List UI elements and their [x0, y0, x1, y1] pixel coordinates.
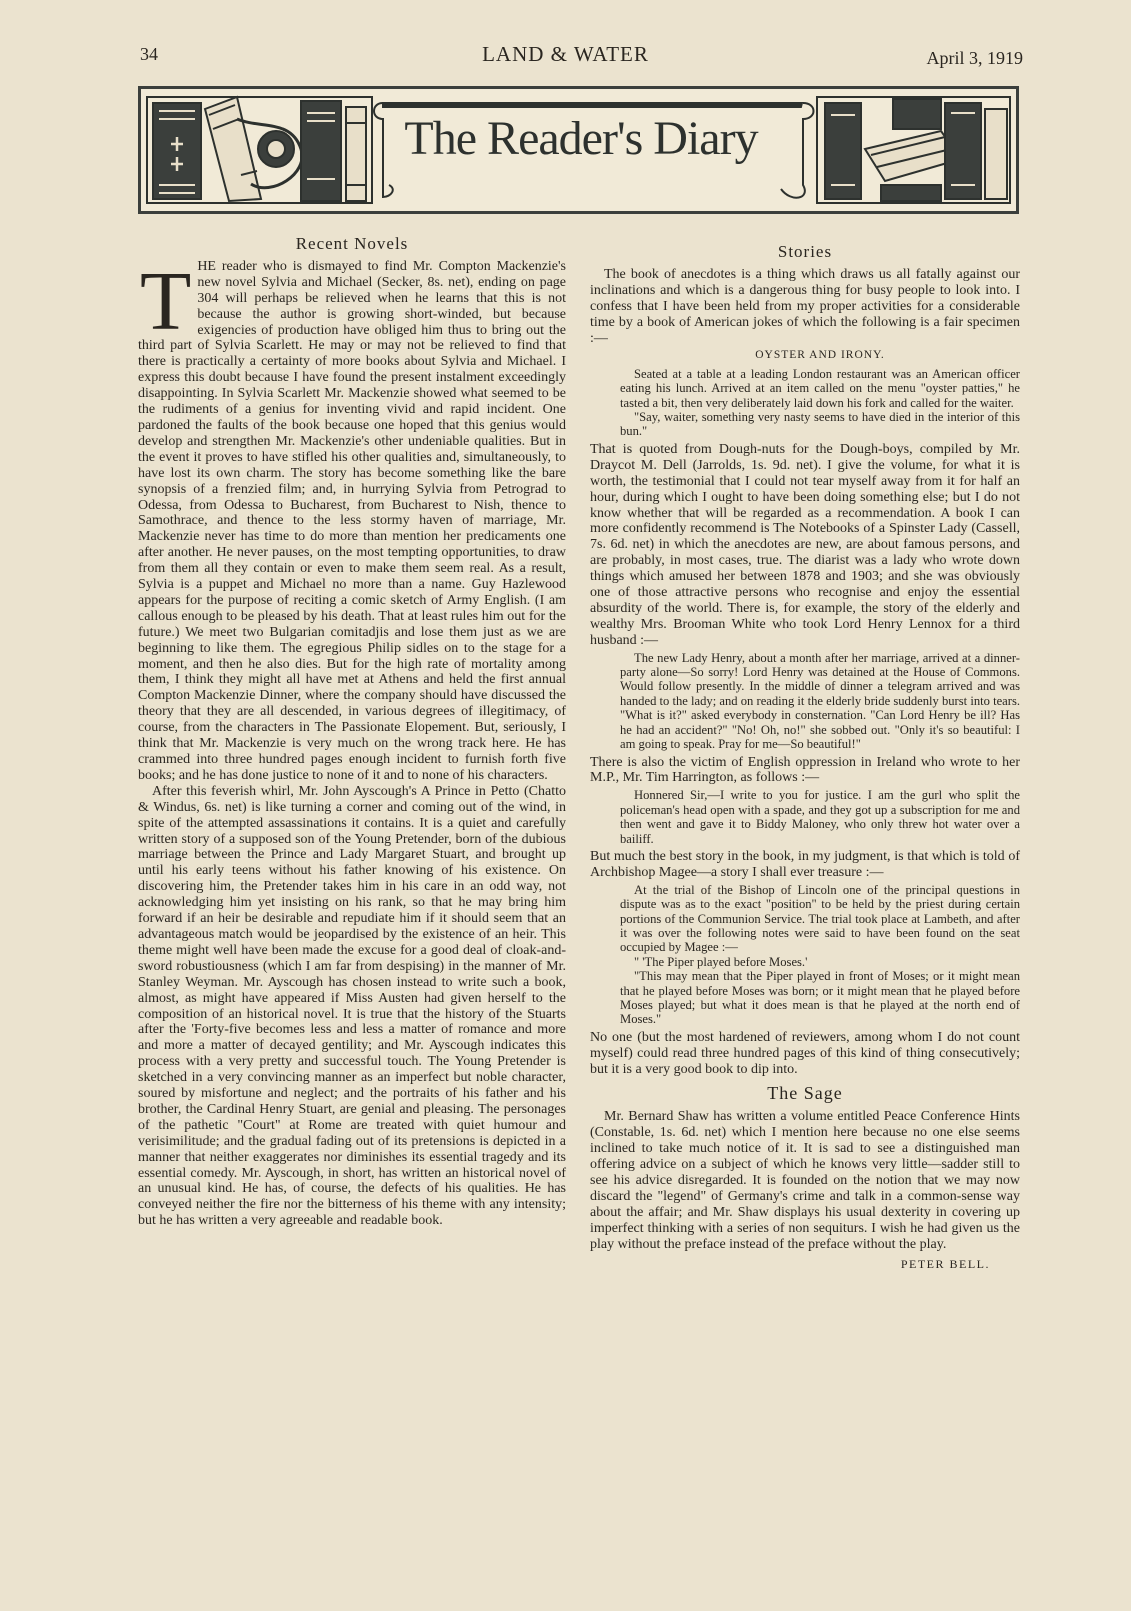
paragraph-bernard-shaw: Mr. Bernard Shaw has written a volume entitled Peace Conference Hints (Constable, 1s. 6d. net) which I mention here because no one else seems inclined to take much notice of it. It is sad to see a distinguished man offering advice on a subject of which he knows very little—sadder still to see his advice disregarded. It is founded on the notion that we may now discard the "legend" of Germany's crime and talk in a common-sense way about the affair; and Mr. Shaw displays his usual dexterity in covering up imperfect thinking with a series of non sequiturs. I wish he had given us the play without the preface instead of the preface without the play. [590, 1109, 1020, 1252]
books-left-icon [147, 97, 372, 203]
quote-oyster-and-irony [590, 348, 1020, 438]
paragraph-sylvia-and-michael [138, 254, 566, 784]
section-heading-stories: Stories [777, 242, 833, 261]
quote-text: "Say, waiter, something very nasty seems to have died in the interior of this bun." [620, 410, 1020, 439]
quote-text: At the trial of the Bishop of Lincoln one of the principal questions in dispute was as to the exact "position" to be held by the priest during certain portions of the Communion Service. The trial took place at Lambeth, and after it was over the following notes were said to have been found on the seat occupied by Magee :— [620, 882, 1020, 955]
quote-honnered-sir [590, 788, 1020, 846]
left-column [138, 236, 566, 1229]
paragraph-anecdotes: The book of anecdotes is a thing which draws us all fatally against our inclinations and which is a dangerous thing for busy people to look into. I confess that I have been held from my proper activities for a considerable time by a book of American jokes of which the following is a fair specimen :— [590, 266, 1020, 346]
drop-cap: T [140, 254, 192, 348]
quote-text: The new Lady Henry, about a month after her marriage, arrived at a dinner-party alone—So sorry! Lord Henry was detained at the House of Commons. Would follow presently. In the middle of dinner a telegram arrived and was handed to the lady; and on reading it the elderly bride suddenly burst into tears. "What is it?" asked everybody in consternation. "Can Lord Henry be ill? Has he had an accident?" "No! Oh, no!" she sobbed out. "Only it's so beautiful: I am going to speak. Pray for me—So beautiful!" [620, 650, 1020, 752]
paragraph-irish-victim: There is also the victim of English oppression in Ireland who wrote to her M.P., Mr. Tim Harrington, as follows :— [590, 754, 1020, 786]
page-number: 34 [140, 44, 158, 64]
banner-title: The Reader's Diary [404, 112, 758, 165]
issue-date: April 3, 1919 [926, 48, 1023, 68]
paragraph-archbishop-magee: But much the best story in the book, in my judgment, is that which is told of Archbishop Magee—a story I shall ever treasure :— [590, 848, 1020, 880]
publication-title: LAND & WATER [482, 42, 649, 66]
section-heading-the-sage: The Sage [767, 1082, 843, 1103]
page-header [0, 38, 1131, 68]
quote-text: " 'The Piper played before Moses.' [634, 954, 808, 969]
paragraph-prince-in-petto: After this feverish whirl, Mr. John Ayscough's A Prince in Petto (Chatto & Windus, 6s. net) is like turning a corner and coming out of the wind, in spite of the attempted assassinations it contains. It is a quiet and carefully written story of a supposed son of the Young Pretender, born of the dubious marriage between the Prince and Lady Margaret Stuart, and brought up until his early teens without his father knowing of his existence. On discovering him, the Pretender takes him in his care in an odd way, not acknowledging him yet insisting on his rank, so that he may bring him forward if an heir be desirable and repudiate him if it should seem that an advantageous match would be jeopardised by the existence of an heir. This theme might well have been made the excuse for a good deal of cloak-and-sword robustiousness (which I am far from despising) in the manner of Mr. Stanley Weyman. Mr. Ayscough has chosen instead to write such a book, almost, as might have appeared if Miss Austen had given herself to the composition of an historical novel. It is true that the history of the Stuarts after the 'Forty-five becomes less and less a matter of romance and more and more a matter of decayed gentility; and Mr. Ayscough indicates this process with a very pretty and successful touch. The Young Pretender is sketched in a very convincing manner as an imperfect but noble character, soured by misfortune and neglect; and the portraits of his father and his brother, the Cardinal Henry Stuart, are genial and pleasing. The personages of the pathetic "Court" at Rome are treated with quiet humour and verisimilitude; and the gradual fading out of its pretensions is depicted in a manner that neither exaggerates nor diminishes its essential tragedy and its essential comedy. Mr. Ayscough, in short, has written an historical novel of an unusual kind. He has, of course, the defects of his qualities. He has conveyed neither the fire nor the bitterness of his theme with any intensity; but he has written a very agreeable and readable book. [138, 783, 566, 1229]
quote-heading: OYSTER AND IRONY. [755, 349, 885, 362]
paragraph-hardened-reviewers: No one (but the most hardened of reviewers, among whom I do not count myself) could read three hundred pages of this kind of thing consecutively; but it is a very good book to dip into. [590, 1029, 1020, 1077]
author-signature: PETER BELL. [900, 1256, 990, 1271]
quote-text: "This may mean that the Piper played in front of Moses; or it might mean that he played before Moses was born; or it might mean that he played before Moses played; but what it does mean is that he played at the north end of Moses." [620, 969, 1020, 1027]
readers-diary-banner [138, 86, 1019, 214]
quote-text: Seated at a table at a leading London restaurant was an American officer eating his lunch. Arrived at an item called on the menu "oyster patties," he tasted a bit, then very deliberately laid down his fork and called for the waiter. [620, 366, 1020, 410]
quote-text: Honnered Sir,—I write to you for justice. I am the gurl who split the policeman's head open with a spade, and they got up a subscription for me and then went and gave it to Biddy Maloney, who only threw hot water over a bailiff. [620, 788, 1020, 846]
paragraph-text: HE reader who is dismayed to find Mr. Compton Mackenzie's new novel Sylvia and Michael (Secker, 8s. net), ending on page 304 will perhaps be relieved when he learns that this is not because the author is growing short-winded, but because exigencies of production have obliged him thus to bring out the third part of Sylvia Scarlett. He may or may not be relieved to find that there is practically a certainty of more books about Sylvia and Michael. I express this doubt because I have found the present instalment exceedingly disappointing. In Sylvia Scarlett Mr. Mackenzie showed what seemed to be the rudiments of a genius for inventing vivid and rapid incident. One pardoned the faults of the book because one hoped that this genius would develop and strengthen Mr. Mackenzie's other undeniable qualities. But in the event it proves to have stifled his other qualities and, simultaneously, to have lost its own charm. The story has become something like the bare synopsis of a frenzied film; and, in hurrying Sylvia from Petrograd to Odessa, from Odessa to Bucharest, from Bucharest to Nish, thence to Samothrace, and thence to the less stormy haven of marriage, Mr. Mackenzie never has time to do more than mention her predicaments one after another. He never pauses, on the most tempting opportunities, to draw from them all they contain or even to make them seem real. As a result, Sylvia is a puppet and Michael no more than a name. Guy Hazlewood appears for the purpose of reciting a comic sketch of Army English. (I am callous enough to be pleased by his death. That at least rules him out for the future.) We meet two Bulgarian comitadjis and lose them just as we are beginning to like them. The egregious Philip sidles on to the stage for a moment, and then he also dies. But for the high rate of mortality among them, I think they might all have met at Athens and held the first annual Compton Mackenzie Dinner, where the company should have discussed the theory that they are all descended, in various degrees of illegitimacy, of course, from the characters in The Passionate Elopement. But, seriously, I think that Mr. Mackenzie is very much on the wrong track here. He has crammed into three hundred pages enough incident to furnish forth five books; and he has done justice to none of it and to none of his characters. [138, 258, 566, 783]
paragraph-dough-nuts: That is quoted from Dough-nuts for the Dough-boys, compiled by Mr. Draycot M. Dell (Jarrolds, 1s. 9d. net). I give the volume, for what it is worth, the testimonial that I could not tear myself away from it for half an hour, during which I ought to have been doing something else; but I do not know whether that will be regarded as a recommendation. A book I can more confidently recommend is The Notebooks of a Spinster Lady (Cassell, 7s. 6d. net) in which the anecdotes are new, are about famous persons, and are probably, in most cases, true. The diarist was a lady who wrote down things which amused her between 1878 and 1903; and she was obviously one of those attractive persons who recognise and enjoy the essential absurdity of the world. There is, for example, the story of the elderly and wealthy Mrs. Brooman White who took Lord Henry Lennox for a third husband :— [590, 441, 1020, 648]
right-column [590, 244, 1020, 1273]
section-heading-recent-novels: Recent Novels [295, 234, 409, 253]
quote-lady-henry [590, 651, 1020, 752]
quote-piper [590, 883, 1020, 1027]
books-right-icon [817, 97, 1010, 203]
